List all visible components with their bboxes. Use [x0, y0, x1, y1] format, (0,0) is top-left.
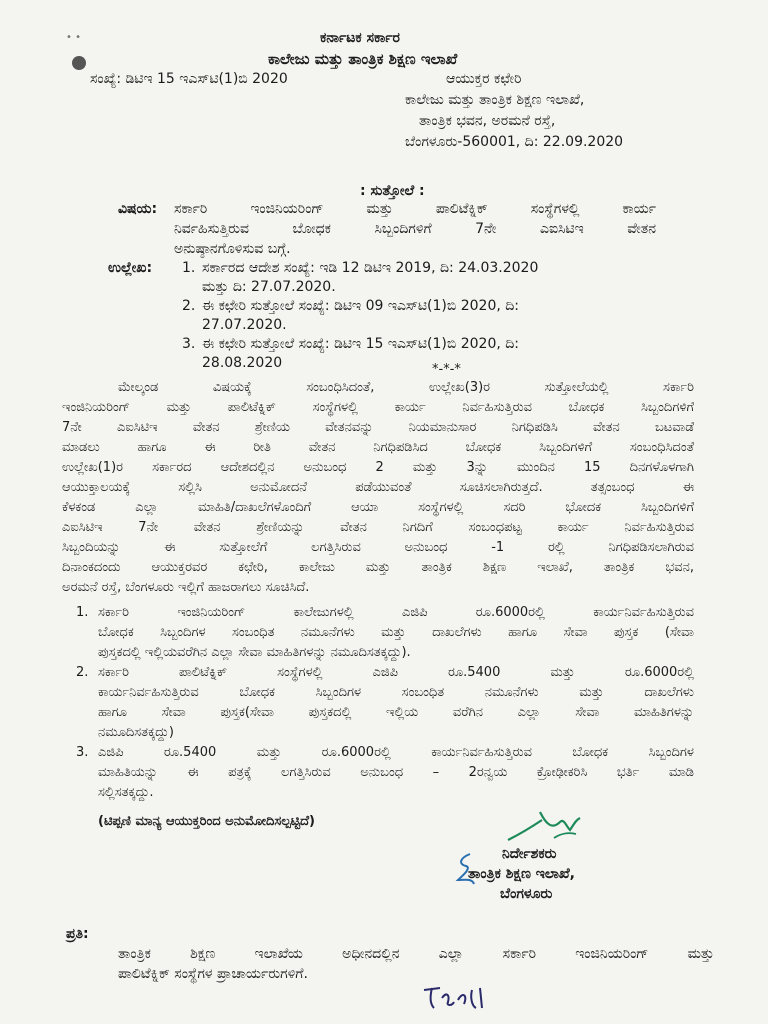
list-item-line: ಕಾರ್ಯನಿರ್ವಹಿಸುತ್ತಿರುವ ಬೋಧಕ ಸಿಬ್ಬಂದಿಗಳ ಸಂಬಂಧಿತ ನಮೂನೆಗಳು ಮತ್ತು ದಾಖಲೆಗಳು	[98, 685, 694, 700]
scan-specks: • •	[66, 32, 81, 43]
separator: *-*-*	[432, 362, 461, 377]
body-line: ಮೇಲ್ಕಂಡ ವಿಷಯಕ್ಕೆ ಸಂಬಂಧಿಸಿದಂತೆ, ಉಲ್ಲೇಖ(3)ರ ಸುತ್ತೋಲೆಯಲ್ಲಿ ಸರ್ಕಾರಿ	[118, 380, 694, 395]
list-item-line: ಸಲ್ಲಿಸತಕ್ಕದ್ದು.	[98, 785, 154, 800]
punch-hole-mark	[72, 56, 86, 70]
list-item-line: ಹಾಗೂ ಸೇವಾ ಪುಸ್ತಕ(ಸೇವಾ ಪುಸ್ತಕದಲ್ಲಿ ಇಲ್ಲಿಯ ವರೆಗಿನ ಎಲ್ಲಾ ಸೇವಾ ಮಾಹಿತಿಗಳನ್ನು	[98, 705, 694, 720]
director-signature	[500, 808, 590, 848]
list-item-line: ಪುಸ್ತಕದಲ್ಲಿ ಇಲ್ಲಿಯವರೆಗಿನ ಎಲ್ಲಾ ಸೇವಾ ಮಾಹಿತಿಗಳನ್ನು ನಮೂದಿಸತಕ್ಕದ್ದು).	[98, 645, 411, 660]
handwritten-initials	[420, 980, 500, 1014]
body-line: ಉಲ್ಲೇಖ(1)ರ ಸರ್ಕಾರದ ಆದೇಶದಲ್ಲಿನ ಅನುಬಂಧ 2 ಮತ್ತು 3ನ್ನು ಮುಂದಿನ 15 ದಿನಗಳೊಳಗಾಗಿ	[62, 460, 694, 475]
reference-item-text: 27.07.2020.	[202, 317, 287, 333]
government-name: ಕರ್ನಾಟಕ ಸರ್ಕಾರ	[320, 30, 400, 46]
reference-item-text: 28.08.2020	[202, 355, 283, 371]
body-line: ಕೆಳಕಂಡ ಎಲ್ಲಾ ಮಾಹಿತಿ/ದಾಖಲೆಗಳೊಂದಿಗೆ ಆಯಾ ಸಂಸ್ಥೆಗಳಲ್ಲಿ ಸದರಿ ಭೋದಕ ಸಿಬ್ಬಂದಿಗಳಿಗೆ	[62, 500, 694, 515]
reference-number: ಸಂಖ್ಯೆ: ಡಿಟಿಇ 15 ಇಎಸ್‌ಟಿ(1)ಬಿ 2020	[90, 71, 288, 87]
body-line: 7ನೇ ಎಐಸಿಟಿಇ ವೇತನ ಶ್ರೇಣಿಯ ವೇತನವನ್ನು ನಿಯಮಾನುಸಾರ ನಿಗಧಿಪಡಿಸಿ ವೇತನ ಬಟವಾಡೆ	[62, 420, 694, 435]
address-line-4-date: ಬೆಂಗಳೂರು-560001, ದಿ: 22.09.2020	[405, 134, 624, 150]
list-item-line: ಎಜಿಪಿ ರೂ.5400 ಮತ್ತು ರೂ.6000ರಲ್ಲಿ ಕಾರ್ಯನಿರ್ವಹಿಸುತ್ತಿರುವ ಬೋಧಕ ಸಿಬ್ಬಂದಿಗಳ	[98, 745, 694, 760]
list-item-number: 1.	[76, 605, 89, 620]
copy-line-2: ಪಾಲಿಟೆಕ್ನಿಕ್ ಸಂಸ್ಥೆಗಳ ಪ್ರಾಚಾರ್ಯರುಗಳಿಗೆ.	[118, 966, 308, 982]
list-item-line: ಮಾಹಿತಿಯನ್ನು ಈ ಪತ್ರಕ್ಕೆ ಲಗತ್ತಿಸಿರುವ ಅನುಬಂಧ – 2ರನ್ವಯ ಕ್ರೋಢೀಕರಿಸಿ ಭರ್ತಿ ಮಾಡಿ	[98, 765, 694, 780]
body-line: ಎಐಸಿಟಿಇ 7ನೇ ವೇತನ ಶ್ರೇಣಿಯನ್ನು ವೇತನ ನಿಗದಿಗೆ ಸಂಬಂಧಪಟ್ಟ ಕಾರ್ಯ ನಿರ್ವಹಿಸುತ್ತಿರುವ	[62, 520, 694, 535]
reference-item-text: ಈ ಕಛೇರಿ ಸುತ್ತೋಲೆ ಸಂಖ್ಯೆ: ಡಿಟಿಇ 15 ಇಎಸ್‌ಟಿ(1)ಬಿ 2020, ದಿ:	[202, 336, 520, 352]
list-item-line: ಸರ್ಕಾರಿ ಪಾಲಿಟೆಕ್ನಿಕ್ ಸಂಸ್ಥೆಗಳಲ್ಲಿ ಎಜಿಪಿ ರೂ.5400 ಮತ್ತು ರೂ.6000ರಲ್ಲಿ	[98, 665, 694, 680]
list-item-number: 2.	[76, 665, 89, 680]
signatory-city: ಬೆಂಗಳೂರು	[500, 886, 553, 902]
list-item-line: ಬೋಧಕ ಸಿಬ್ಬಂದಿಗಳ ಸಂಬಂಧಿತ ನಮೂನೆಗಳು ಮತ್ತು ದಾಖಲೆಗಳು ಹಾಗೂ ಸೇವಾ ಪುಸ್ತಕ (ಸೇವಾ	[98, 625, 694, 640]
copy-line-1: ತಾಂತ್ರಿಕ ಶಿಕ್ಷಣ ಇಲಾಖೆಯ ಅಧೀನದಲ್ಲಿನ ಎಲ್ಲಾ ಸರ್ಕಾರಿ ಇಂಜಿನಿಯರಿಂಗ್ ಮತ್ತು	[118, 946, 714, 962]
reference-item-text: ಮತ್ತು ದಿ: 27.07.2020.	[202, 279, 336, 295]
subject-line-1: ಸರ್ಕಾರಿ ಇಂಜಿನಿಯರಿಂಗ್ ಮತ್ತು ಪಾಲಿಟೆಕ್ನಿಕ್ ಸಂಸ್ಥೆಗಳಲ್ಲಿ ಕಾರ್ಯ	[174, 201, 656, 217]
reference-item-number: 1.	[182, 260, 196, 276]
subject-line-3: ಅನುಷ್ಠಾನಗೊಳಿಸುವ ಬಗ್ಗೆ.	[174, 241, 291, 257]
signatory-department: ತಾಂತ್ರಿಕ ಶಿಕ್ಷಣ ಇಲಾಖೆ,	[468, 866, 575, 882]
approval-note: (ಟಿಪ್ಪಣಿ ಮಾನ್ಯ ಆಯುಕ್ತರಿಂದ ಅನುಮೋದಿಸಲ್ಪಟ್ಟಿದೆ)	[98, 814, 315, 829]
reference-item-text: ಸರ್ಕಾರದ ಆದೇಶ ಸಂಖ್ಯೆ: ಇಡಿ 12 ಡಿಟಿಇ 2019, ದಿ: 24.03.2020	[202, 260, 539, 276]
copy-label: ಪ್ರತಿ:	[66, 926, 89, 942]
body-line: ಅರಮನೆ ರಸ್ತೆ, ಬೆಂಗಳೂರು ಇಲ್ಲಿಗೆ ಹಾಜರಾಗಲು ಸೂಚಿಸಿದೆ.	[62, 580, 310, 595]
list-item-line: ನಮೂದಿಸತಕ್ಕದ್ದು)	[98, 725, 174, 740]
address-line-3: ತಾಂತ್ರಿಕ ಭವನ, ಅರಮನೆ ರಸ್ತೆ,	[419, 113, 556, 129]
body-line: ಸಿಬ್ಬಂದಿಯನ್ನು ಈ ಸುತ್ತೋಲೆಗೆ ಲಗತ್ತಿಸಿರುವ ಅನುಬಂಧ -1 ರಲ್ಲಿ ನಿಗಧಿಪಡಿಸಲಾಗಿರುವ	[62, 540, 694, 555]
address-line-1: ಆಯುಕ್ತರ ಕಛೇರಿ	[446, 71, 522, 87]
reference-item-text: ಈ ಕಛೇರಿ ಸುತ್ತೋಲೆ ಸಂಖ್ಯೆ: ಡಿಟಿಇ 09 ಇಎಸ್‌ಟಿ(1)ಬಿ 2020, ದಿ:	[202, 298, 520, 314]
reference-item-number: 3.	[182, 336, 196, 352]
circular-title: : ಸುತ್ತೋಲೆ :	[360, 183, 425, 199]
signatory-title: ನಿರ್ದೇಶಕರು	[502, 846, 557, 862]
reference-item-number: 2.	[182, 298, 196, 314]
subject-label: ವಿಷಯ:	[118, 201, 158, 217]
references-label: ಉಲ್ಲೇಖ:	[108, 260, 153, 276]
address-line-2: ಕಾಲೇಜು ಮತ್ತು ತಾಂತ್ರಿಕ ಶಿಕ್ಷಣ ಇಲಾಖೆ,	[405, 92, 585, 108]
department-name: ಕಾಲೇಜು ಮತ್ತು ತಾಂತ್ರಿಕ ಶಿಕ್ಷಣ ಇಲಾಖೆ	[268, 50, 458, 68]
list-item-line: ಸರ್ಕಾರಿ ಇಂಜಿನಿಯರಿಂಗ್ ಕಾಲೇಜುಗಳಲ್ಲಿ ಎಜಿಪಿ ರೂ.6000ರಲ್ಲಿ ಕಾರ್ಯನಿರ್ವಹಿಸುತ್ತಿರುವ	[98, 605, 694, 620]
subject-line-2: ನಿರ್ವಹಿಸುತ್ತಿರುವ ಬೋಧಕ ಸಿಬ್ಬಂದಿಗಳಿಗೆ 7ನೇ ಎಐಸಿಟಿಇ ವೇತನ	[174, 221, 656, 237]
body-line: ಮಾಡಲು ಹಾಗೂ ಈ ರೀತಿ ವೇತನ ನಿಗಧಿಪಡಿಸಿದ ಬೋಧಕ ಸಿಬ್ಬಂದಿಗಳಿಗೆ ಸಂಬಂಧಿಸಿದಂತೆ	[62, 440, 694, 455]
list-item-number: 3.	[76, 745, 89, 760]
body-line: ಆಯುಕ್ತಾಲಯಕ್ಕೆ ಸಲ್ಲಿಸಿ ಅನುಮೋದನೆ ಪಡೆಯುವಂತೆ ಸೂಚಿಸಲಾಗಿರುತ್ತದೆ. ತತ್ಸಂಬಂಧ ಈ	[62, 480, 694, 495]
body-line: ಇಂಜಿನಿಯರಿಂಗ್ ಮತ್ತು ಪಾಲಿಟೆಕ್ನಿಕ್ ಸಂಸ್ಥೆಗಳಲ್ಲಿ ಕಾರ್ಯ ನಿರ್ವಹಿಸುತ್ತಿರುವ ಬೋಧಕ ಸಿಬ್ಬಂದಿಗಳಿಗೆ	[62, 400, 694, 415]
body-line: ದಿನಾಂಕದಂದು ಆಯುಕ್ತರವರ ಕಛೇರಿ, ಕಾಲೇಜು ಮತ್ತು ತಾಂತ್ರಿಕ ಶಿಕ್ಷಣ ಇಲಾಖೆ, ತಾಂತ್ರಿಕ ಭವನ,	[62, 560, 694, 575]
